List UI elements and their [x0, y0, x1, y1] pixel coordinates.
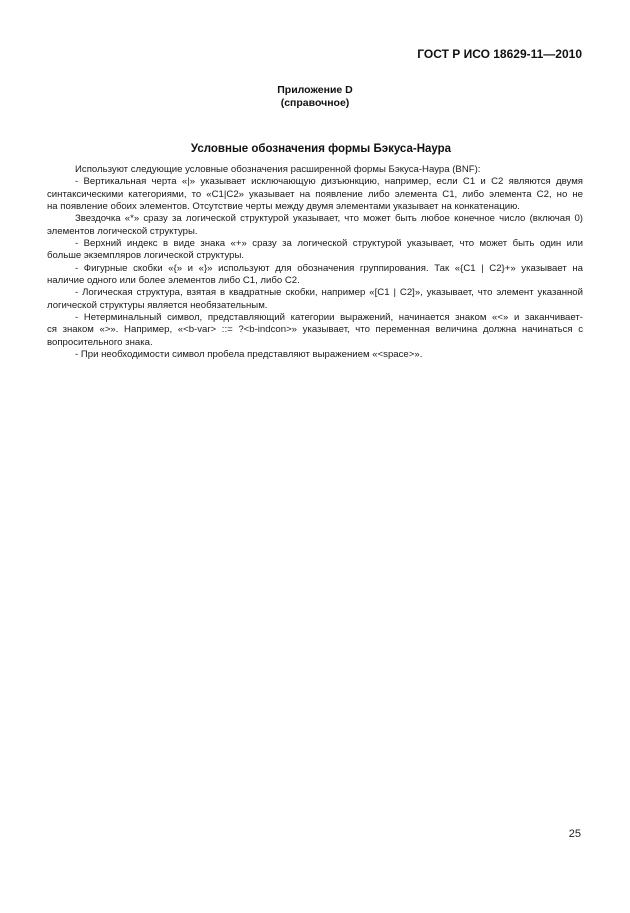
appendix-heading	[0, 84, 630, 110]
body-line: - При необходимости символ пробела представляют выражением «<space>».	[75, 349, 423, 361]
standard-code-header: ГОСТ Р ИСО 18629-11—2010	[417, 47, 582, 61]
body-line: - Вертикальная черта «|» указывает исключающую дизъюнкцию, например, если С1 и С2 являются двумя	[75, 176, 583, 188]
body-line: на появление обоих элементов. Отсутствие черты между двумя элементами указывает на конкатенацию.	[47, 201, 520, 213]
body-line: - Фигурные скобки «{» и «}» используют для обозначения группирования. Так «{С1 | С2}+» указывает на	[75, 262, 583, 274]
section-title: Условные обозначения формы Бэкуса-Наура	[190, 143, 452, 155]
body-line: элементов логической структуры.	[47, 225, 198, 237]
body-text	[47, 164, 583, 362]
body-line: - Логическая структура, взятая в квадратные скобки, например «[С1 | С2]», указывает, что элемент указанной	[75, 287, 583, 299]
body-line: Используют следующие условные обозначения расширенной формы Бэкуса-Наура (BNF):	[75, 164, 481, 175]
body-line: - Верхний индекс в виде знака «+» сразу за логической структурой указывает, что может быть один или	[75, 238, 583, 250]
appendix-subtitle: (справочное)	[280, 97, 350, 109]
body-line: - Нетерминальный символ, представляющий категории выражений, начинается знаком «<» и заканчивает-	[75, 312, 583, 324]
body-line: ся знаком «>». Например, «<b-var> ::= ?<b-indcon>» указывает, что переменная величина должна начинаться с	[47, 324, 583, 336]
body-line: вопросительного знака.	[47, 336, 153, 348]
page-number: 25	[568, 828, 581, 840]
body-line: Звездочка «*» сразу за логической структурой указывает, что может быть любое конечное число (включая 0)	[75, 213, 583, 225]
body-line: синтаксическими категориями, то «С1|С2» указывает на появление либо элемента С1, либо элемента С2, но не	[47, 188, 583, 200]
body-line: наличие одного или более элементов либо С1, либо С2.	[47, 275, 300, 287]
body-line: больше экземпляров логической структуры.	[47, 250, 245, 262]
body-line: логической структуры является необязательным.	[47, 299, 268, 311]
appendix-title: Приложение D	[277, 84, 353, 96]
